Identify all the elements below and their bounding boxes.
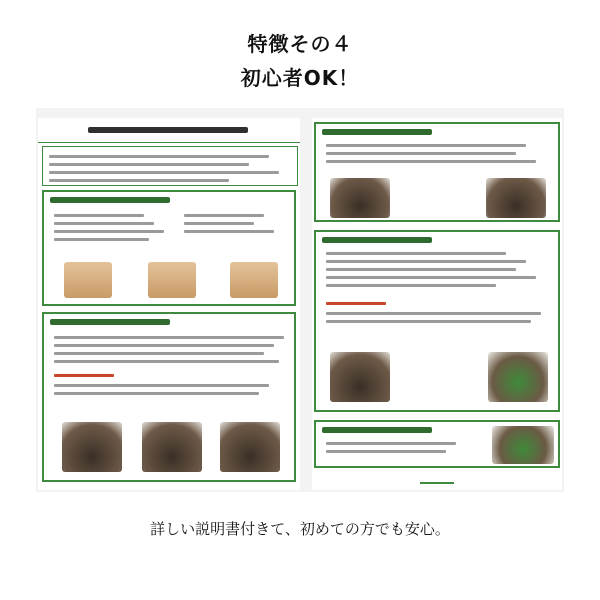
step-photo xyxy=(486,178,546,218)
step-photo xyxy=(148,262,196,298)
instruction-column-right xyxy=(312,118,562,490)
step-photo xyxy=(62,422,122,472)
bottom-caption: 詳しい説明書付きて、初めての方でも安心。 xyxy=(150,520,450,538)
step-card-5 xyxy=(314,420,560,468)
step-photo xyxy=(64,262,112,298)
step-photo xyxy=(142,422,202,472)
brand-logo xyxy=(420,470,454,484)
step-photo xyxy=(230,262,278,298)
step-photo xyxy=(330,352,390,402)
feature-subheading: 初心者OK！ xyxy=(240,66,360,90)
intro-note xyxy=(42,146,298,186)
step-photo xyxy=(220,422,280,472)
sheet-title xyxy=(38,118,300,143)
step-photo xyxy=(492,426,554,464)
instruction-sheet xyxy=(36,108,564,492)
step-photo xyxy=(330,178,390,218)
step-card-4 xyxy=(314,230,560,412)
step-card-2 xyxy=(42,312,296,482)
step-photo xyxy=(488,352,548,402)
instruction-column-left xyxy=(38,118,300,490)
step-card-1 xyxy=(42,190,296,306)
step-card-3 xyxy=(314,122,560,222)
feature-heading: 特徴その４ xyxy=(247,32,353,56)
